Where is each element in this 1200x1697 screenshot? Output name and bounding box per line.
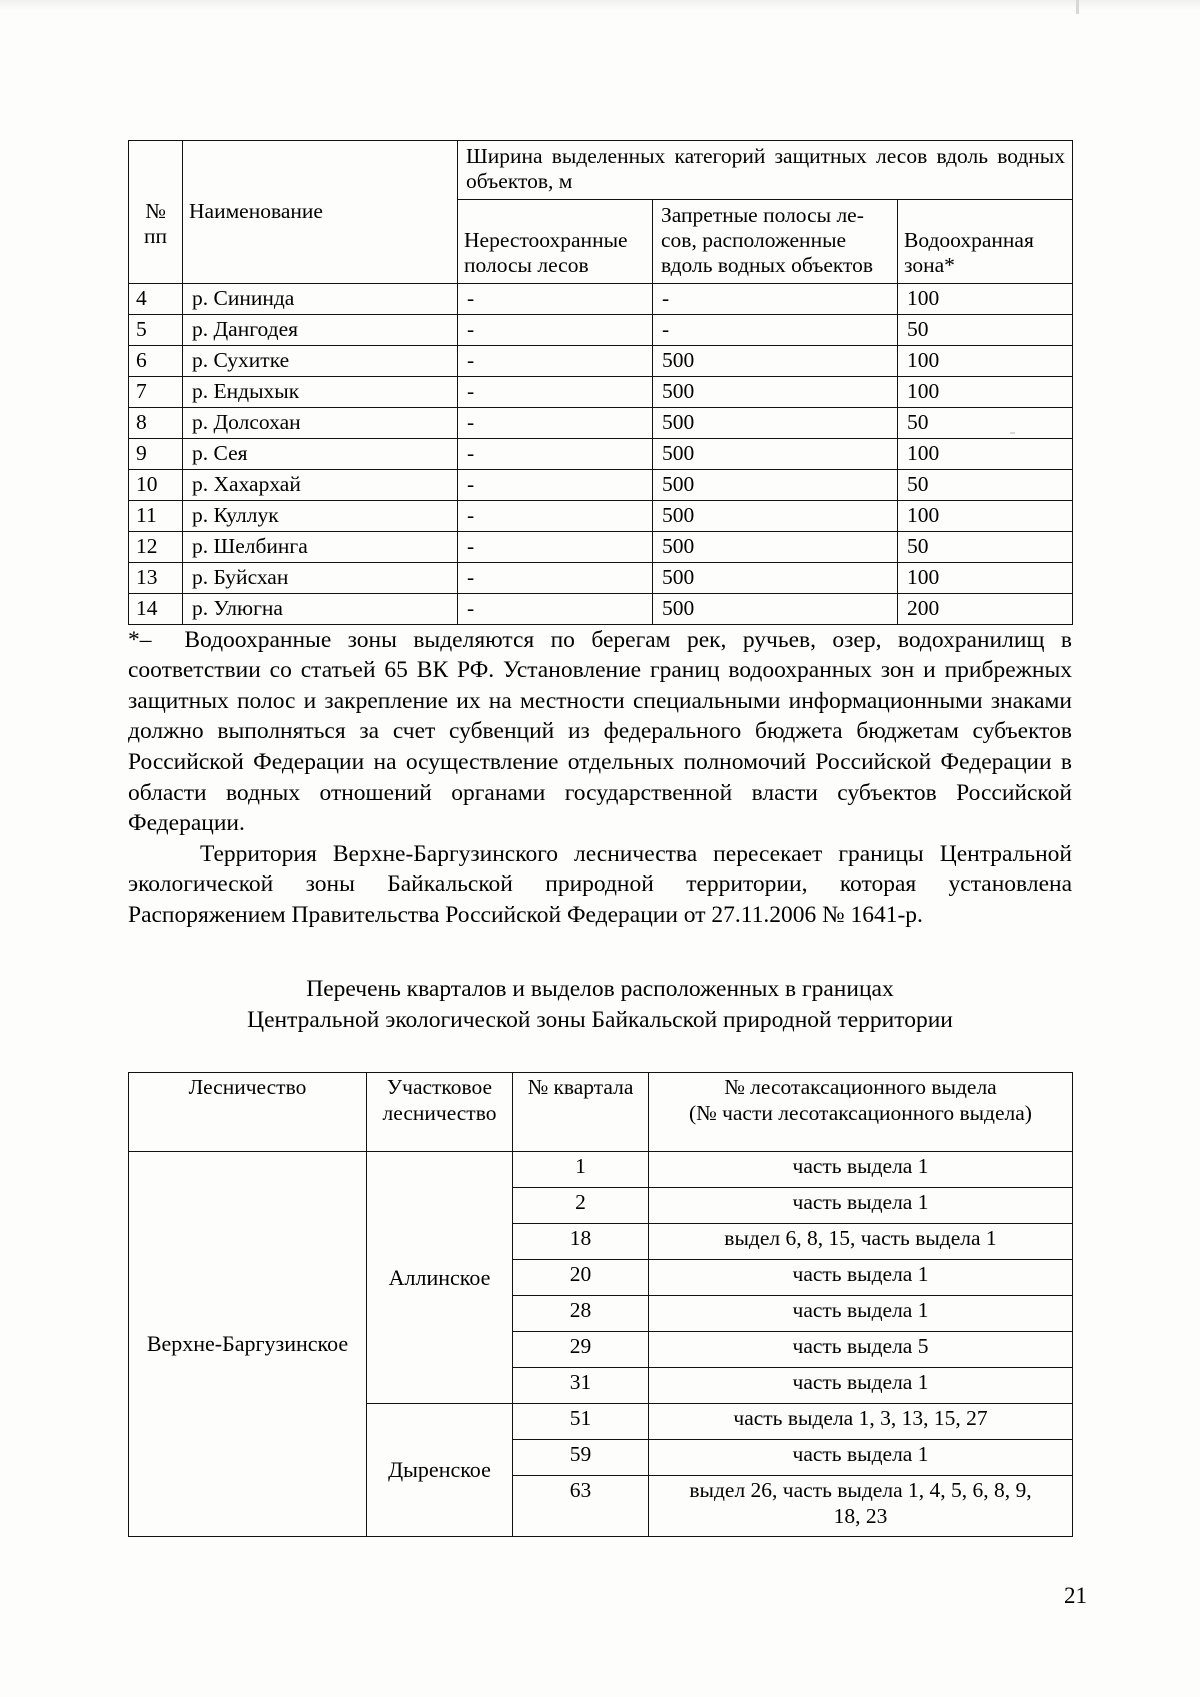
- heading-line-1: Перечень кварталов и выделов расположенных в границах: [306, 976, 894, 1003]
- footnote-marker: *–: [128, 626, 152, 653]
- cell-plot: выдел 26, часть выдела 1, 4, 5, 6, 8, 9, 18, 23: [649, 1476, 1073, 1537]
- cell-forbidden: -: [653, 283, 898, 314]
- cell-spawn: -: [458, 345, 653, 376]
- cell-forbidden: 500: [653, 438, 898, 469]
- cell-plot: выдел 6, 8, 15, часть выдела 1: [649, 1224, 1073, 1260]
- table-row: [129, 376, 1073, 407]
- cell-name: р. Сининда: [183, 283, 458, 314]
- cell-forbidden: 500: [653, 407, 898, 438]
- cell-spawn: -: [458, 531, 653, 562]
- cell-spawn: -: [458, 469, 653, 500]
- cell-quarter: 31: [513, 1368, 649, 1404]
- table-row: [129, 469, 1073, 500]
- cell-forbidden: 500: [653, 345, 898, 376]
- cell-num: 10: [129, 469, 183, 500]
- cell-quarter: 63: [513, 1476, 649, 1537]
- cell-water: 100: [898, 376, 1073, 407]
- water-protection-table: [128, 140, 1073, 625]
- header-forestry: Лесничество: [129, 1073, 367, 1152]
- cell-num: 12: [129, 531, 183, 562]
- scan-edge: [0, 0, 1200, 10]
- table-row: [129, 314, 1073, 345]
- table-row: [129, 562, 1073, 593]
- cell-plot: часть выдела 1: [649, 1260, 1073, 1296]
- heading-line-2: Центральной экологической зоны Байкальской природной территории: [247, 1007, 953, 1034]
- table-row: [129, 500, 1073, 531]
- cell-num: 9: [129, 438, 183, 469]
- page-number: 21: [1064, 1583, 1087, 1608]
- cell-num: 6: [129, 345, 183, 376]
- cell-quarter: 2: [513, 1188, 649, 1224]
- table-header-row: [129, 1073, 1073, 1152]
- cell-water: 50: [898, 407, 1073, 438]
- cell-num: 5: [129, 314, 183, 345]
- page-content: [128, 140, 1072, 1537]
- cell-spawn: -: [458, 314, 653, 345]
- cell-forbidden: 500: [653, 531, 898, 562]
- cell-sub-forestry-dyrenskoe: Дыренское: [367, 1404, 513, 1537]
- cell-plot: часть выдела 1: [649, 1368, 1073, 1404]
- cell-forbidden: -: [653, 314, 898, 345]
- cell-name: р. Куллук: [183, 500, 458, 531]
- section-heading: [128, 974, 1072, 1036]
- cell-water: 50: [898, 531, 1073, 562]
- cell-spawn: -: [458, 407, 653, 438]
- cell-water: 100: [898, 500, 1073, 531]
- header-spawn-strips: Нерестоохранные полосы лесов: [458, 199, 653, 283]
- header-forbidden-strips: Запретные полосы ле- сов, расположенные вдоль водных объектов: [653, 199, 898, 283]
- cell-spawn: -: [458, 562, 653, 593]
- table-row: [129, 593, 1073, 624]
- table-row: [129, 1152, 1073, 1188]
- cell-forestry-name: Верхне-Баргузинское: [129, 1152, 367, 1537]
- cell-water: 100: [898, 345, 1073, 376]
- cell-quarter: 18: [513, 1224, 649, 1260]
- cell-quarter: 20: [513, 1260, 649, 1296]
- cell-name: р. Буйсхан: [183, 562, 458, 593]
- cell-name: р. Улюгна: [183, 593, 458, 624]
- cell-water: 100: [898, 283, 1073, 314]
- cell-plot: часть выдела 1: [649, 1188, 1073, 1224]
- header-plot: № лесотаксационного выдела (№ части лесотаксационного выдела): [649, 1073, 1073, 1152]
- cell-water: 50: [898, 469, 1073, 500]
- cell-spawn: -: [458, 438, 653, 469]
- footnote-text: Водоохранные зоны выделяются по берегам рек, ручьев, озер, водохранилищ в соответствии со статьей 65 ВК РФ. Установление границ водоохранных зон и прибрежных защитных полос и закрепление их на местности специальными информационными знаками должно выполняться за счет субвенций из федерального бюджета бюджетам субъектов Российской Федерации на осуществление отдельных полномочий Российской Федерации в области водных отношений органами государственной власти субъектов Российской Федерации.: [128, 626, 1072, 837]
- cell-forbidden: 500: [653, 500, 898, 531]
- cell-spawn: -: [458, 376, 653, 407]
- cell-quarter: 1: [513, 1152, 649, 1188]
- cell-forbidden: 500: [653, 562, 898, 593]
- cell-num: 11: [129, 500, 183, 531]
- header-name: Наименование: [183, 141, 458, 284]
- cell-plot: часть выдела 5: [649, 1332, 1073, 1368]
- cell-forbidden: 500: [653, 469, 898, 500]
- cell-spawn: -: [458, 283, 653, 314]
- quarters-plots-table: [128, 1072, 1073, 1537]
- cell-quarter: 29: [513, 1332, 649, 1368]
- header-quarter: № квартала: [513, 1073, 649, 1152]
- header-num: № пп: [129, 141, 183, 284]
- cell-name: р. Ендыхык: [183, 376, 458, 407]
- cell-water: 100: [898, 562, 1073, 593]
- cell-name: р. Сухитке: [183, 345, 458, 376]
- cell-num: 13: [129, 562, 183, 593]
- central-eco-zone-paragraph: Территория Верхне-Баргузинского лесничества пересекает границы Центральной экологической зоны Байкальской природной территории, которая установлена Распоряжением Правительства Российской Федерации от 27.11.2006 № 1641-р.: [128, 840, 1072, 928]
- footnote-paragraph: [128, 625, 1072, 839]
- cell-plot: часть выдела 1: [649, 1440, 1073, 1476]
- header-width-span: Ширина выделенных категорий защитных лесов вдоль водных объектов, м: [458, 141, 1073, 200]
- cell-num: 14: [129, 593, 183, 624]
- table-row: [129, 438, 1073, 469]
- cell-water: 100: [898, 438, 1073, 469]
- header-sub-forestry: Участковое лесничество: [367, 1073, 513, 1152]
- cell-plot: часть выдела 1: [649, 1296, 1073, 1332]
- cell-name: р. Шелбинга: [183, 531, 458, 562]
- cell-quarter: 28: [513, 1296, 649, 1332]
- cell-sub-forestry-allinskoe: Аллинское: [367, 1152, 513, 1404]
- cell-water: 50: [898, 314, 1073, 345]
- table-row: [129, 345, 1073, 376]
- cell-plot: часть выдела 1: [649, 1152, 1073, 1188]
- cell-num: 8: [129, 407, 183, 438]
- table-header-row-1: [129, 141, 1073, 200]
- cell-spawn: -: [458, 593, 653, 624]
- cell-name: р. Дангодея: [183, 314, 458, 345]
- table-row: [129, 531, 1073, 562]
- cell-forbidden: 500: [653, 376, 898, 407]
- table-row: [129, 283, 1073, 314]
- cell-quarter: 59: [513, 1440, 649, 1476]
- cell-spawn: -: [458, 500, 653, 531]
- table-row: [129, 407, 1073, 438]
- cell-num: 4: [129, 283, 183, 314]
- cell-plot: часть выдела 1, 3, 13, 15, 27: [649, 1404, 1073, 1440]
- cell-name: р. Долсохан: [183, 407, 458, 438]
- header-water-zone: Водоохранная зона*: [898, 199, 1073, 283]
- cell-name: р. Хахархай: [183, 469, 458, 500]
- scan-artifact: [1076, 0, 1079, 14]
- cell-forbidden: 500: [653, 593, 898, 624]
- cell-quarter: 51: [513, 1404, 649, 1440]
- cell-name: р. Сея: [183, 438, 458, 469]
- cell-num: 7: [129, 376, 183, 407]
- cell-water: 200: [898, 593, 1073, 624]
